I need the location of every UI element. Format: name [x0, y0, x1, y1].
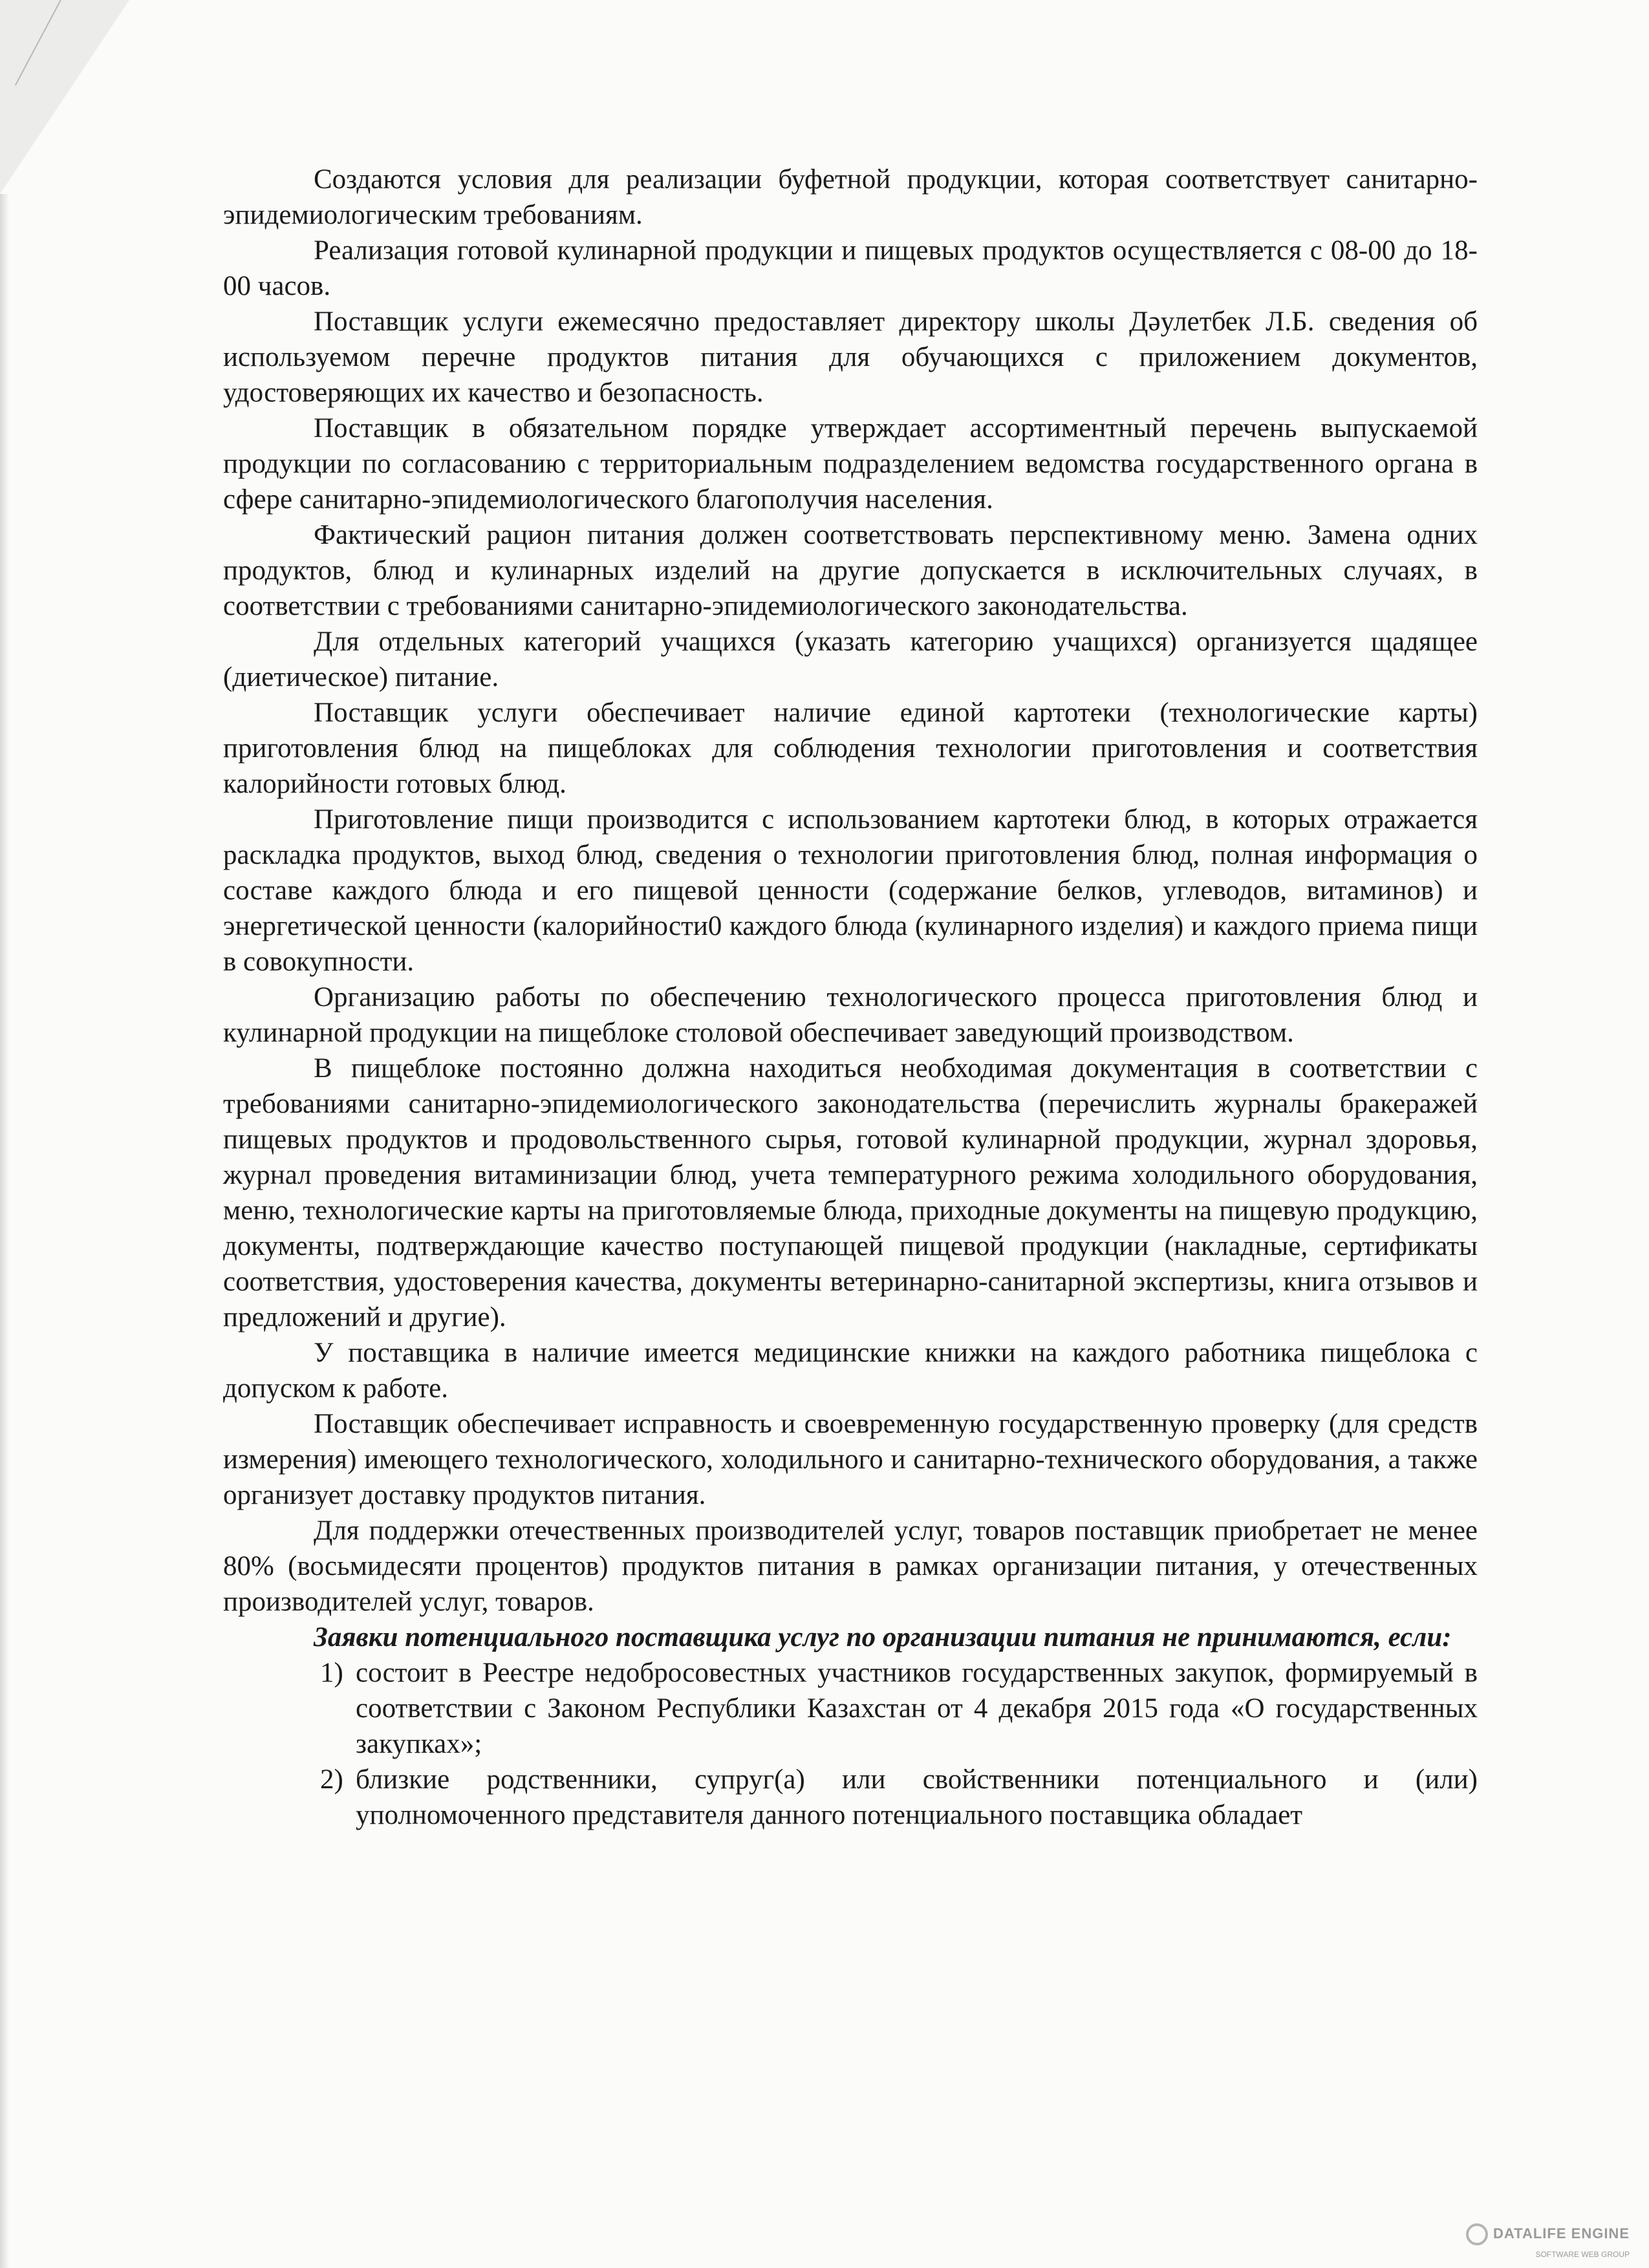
list-item-text: состоит в Реестре недобросовестных участников государственных закупок, формируемый в соответствии с Законом Республики Казахстан от 4 декабря 2015 года «О государственных закупках»; [356, 1658, 1478, 1759]
watermark [1466, 2223, 1630, 2262]
paragraph-medical-books: У поставщика в наличие имеется медицинские книжки на каждого работника пищеблока с допуском к работе. [223, 1338, 1478, 1404]
paragraph-buffet-products: Создаются условия для реализации буфетной продукции, которая соответствует санитарно-эпидемиологическим требованиям. [223, 164, 1478, 230]
paragraph-domestic-producers: Для поддержки отечественных производителей услуг, товаров поставщик приобретает не менее 80% (восьмидесяти процентов) продуктов питания в рамках организации питания, у отечественных производителей услуг, товаров. [223, 1515, 1478, 1617]
list-item-number: 1) [320, 1658, 343, 1688]
watermark-title: DATALIFE ENGINE [1493, 2225, 1630, 2241]
paragraph-work-organization: Организацию работы по обеспечению технологического процесса приготовления блюд и кулинарной продукции на пищеблоке столовой обеспечивает заведующий производством. [223, 982, 1478, 1048]
list-item-number: 2) [320, 1764, 343, 1795]
paragraph-equipment-check: Поставщик обеспечивает исправность и своевременную государственную проверку (для средств измерения) имеющего технологического, холодильного и санитарно-технического оборудования, а также организует доставку продуктов питания. [223, 1409, 1478, 1510]
paragraph-food-preparation: Приготовление пищи производится с использованием картотеки блюд, в которых отражается раскладка продуктов, выход блюд, сведения о технологии приготовления блюд, полная информация о составе каждого блюда и его пищевой ценности (содержание белков, углеводов, витаминов) и энергетической ценности (калорийности0 каждого блюда (кулинарного изделия) и каждого приема пищи в совокупности. [223, 804, 1478, 977]
rejection-heading: Заявки потенциального поставщика услуг по организации питания не принимаются, если: [314, 1622, 1452, 1653]
paragraph-documentation: В пищеблоке постоянно должна находиться необходимая документация в соответствии с требованиями санитарно-эпидемиологического законодательства (перечислить журналы бракеражей пищевых продуктов и продовольственного сырья, готовой кулинарной продукции, журнал здоровья, журнал проведения витаминизации блюд, учета температурного режима холодильного оборудования, меню, технологические карты на приготовляемые блюда, приходные документы на пищевую продукцию, документы, подтверждающие качество поступающей пищевой продукции (накладные, сертификаты соответствия, удостоверения качества, документы ветеринарно-санитарной экспертизы, книга отзывов и предложений и другие). [223, 1053, 1478, 1332]
paragraph-tech-cards: Поставщик услуги обеспечивает наличие единой картотеки (технологические карты) приготовления блюд на пищеблоках для соблюдения технологии приготовления и соответствия калорийности готовых блюд. [223, 698, 1478, 799]
watermark-subtitle: SOFTWARE WEB GROUP [1535, 2250, 1630, 2259]
list-item-text: близкие родственники, супруг(а) или свойственники потенциального и (или) уполномоченного представителя данного потенциального поставщика обладает [356, 1764, 1478, 1830]
folded-corner [0, 0, 129, 194]
list-item [223, 1655, 1478, 1762]
paragraph-sales-hours: Реализация готовой кулинарной продукции и пищевых продуктов осуществляется с 08-00 до 18-00 часов. [223, 235, 1478, 301]
document-body [223, 162, 1478, 1833]
list-item [223, 1762, 1478, 1833]
paragraph-assortment-approval: Поставщик в обязательном порядке утверждает ассортиментный перечень выпускаемой продукции по согласованию с территориальным подразделением ведомства государственного органа в сфере санитарно-эпидемиологического благополучия населения. [223, 413, 1478, 515]
scan-edge-shadow [0, 194, 9, 2268]
paragraph-monthly-report: Поставщик услуги ежемесячно предоставляет директору школы Дәулетбек Л.Б. сведения об используемом перечне продуктов питания для обучающихся с приложением документов, удостоверяющих их качество и безопасность. [223, 306, 1478, 408]
paragraph-diet-nutrition: Для отдельных категорий учащихся (указать категорию учащихся) организуется щадящее (диетическое) питание. [223, 626, 1478, 692]
rejection-list [223, 1655, 1478, 1833]
watermark-logo-icon [1466, 2223, 1488, 2245]
paragraph-actual-ration: Фактический рацион питания должен соответствовать перспективному меню. Замена одних продуктов, блюд и кулинарных изделий на другие допускается в исключительных случаях, в соответствии с требованиями санитарно-эпидемиологического законодательства. [223, 520, 1478, 621]
